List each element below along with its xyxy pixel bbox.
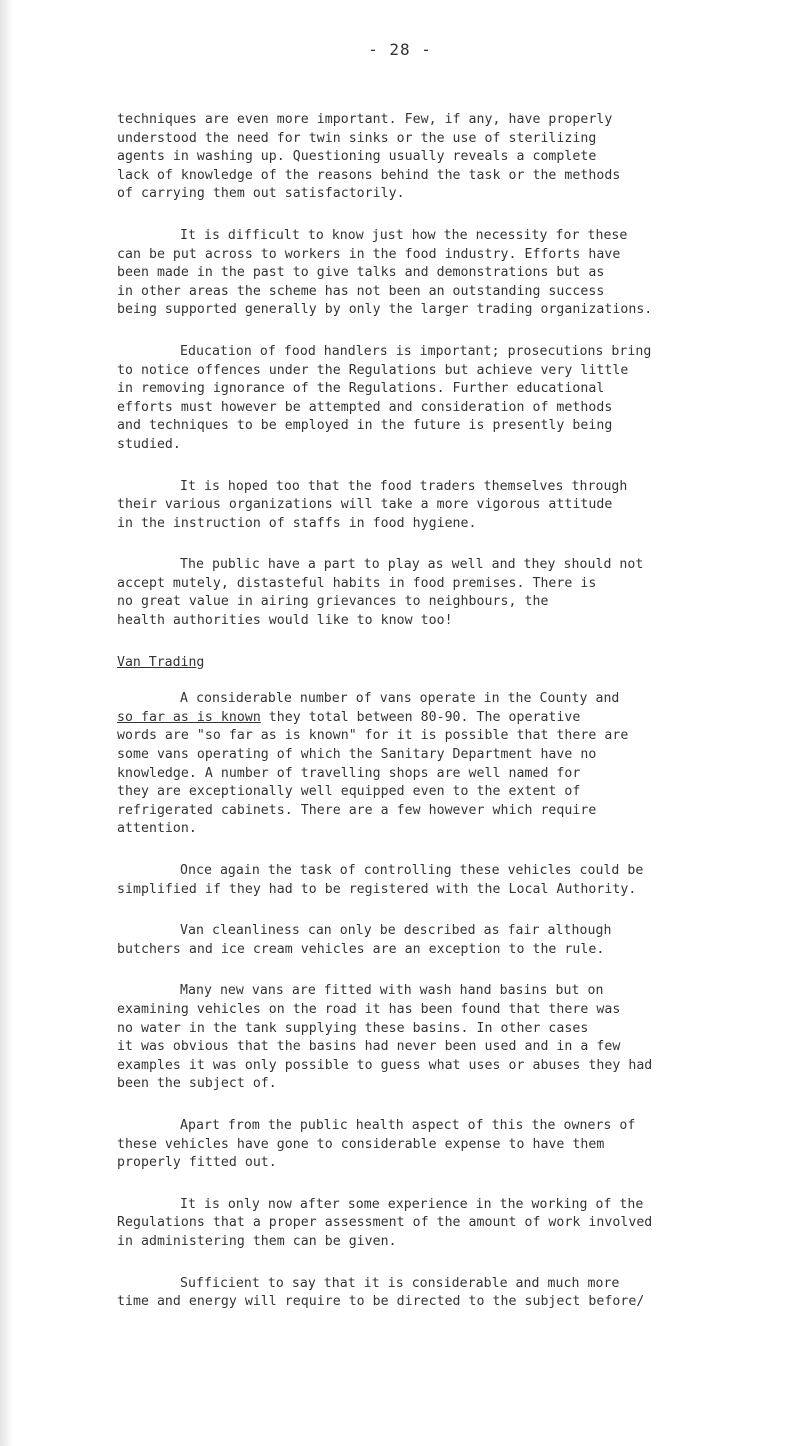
text-line: Many new vans are fitted with wash hand basins but on — [180, 983, 604, 999]
text-line: they are exceptionally well equipped even to the extent of — [117, 784, 581, 800]
text-line: it was obvious that the basins had never been used and in a few — [117, 1039, 621, 1055]
paragraph-wash-basins — [117, 982, 757, 1094]
text-line: techniques are even more important. Few, if any, have properly — [117, 112, 613, 127]
text-line: these vehicles have gone to considerable expense to have them — [117, 1136, 605, 1152]
text-line: in removing ignorance of the Regulations. Further educational — [117, 381, 605, 397]
section-heading-van-trading: Van Trading — [117, 654, 205, 670]
text-line: words are "so far as is known" for it is possible that there are — [117, 728, 629, 744]
text-line: accept mutely, distasteful habits in food premises. There is — [117, 575, 597, 591]
text-line: studied. — [117, 436, 181, 452]
text-line: Van cleanliness can only be described as fair although — [180, 923, 612, 939]
text-line: Regulations that a proper assessment of the amount of work involved — [117, 1215, 653, 1231]
text-line: It is difficult to know just how the necessity for these — [180, 227, 628, 243]
text-line: Sufficient to say that it is considerable and much more — [180, 1275, 620, 1291]
text-line: been made in the past to give talks and demonstrations but as — [117, 265, 605, 281]
paragraph-traders — [117, 478, 757, 534]
text-line: Once again the task of controlling these vehicles could be — [180, 863, 644, 878]
paragraph-registration — [117, 862, 757, 899]
text-line: in administering them can be given. — [117, 1233, 397, 1249]
text-line: health authorities would like to know too! — [117, 613, 453, 629]
underlined-phrase: so far as is known — [117, 709, 261, 725]
text-line: butchers and ice cream vehicles are an exception to the rule. — [117, 941, 605, 957]
text-line: The public have a part to play as well and they should not — [180, 557, 644, 573]
text-fragment: they total between 80-90. The operative — [260, 709, 581, 725]
paragraph-assessment — [117, 1196, 757, 1252]
paragraph-public — [117, 556, 757, 630]
text-line: can be put across to workers in the food industry. Efforts have — [117, 246, 621, 262]
text-line: Education of food handlers is important; prosecutions bring — [180, 343, 652, 359]
text-line: attention. — [117, 821, 197, 837]
text-line: knowledge. A number of travelling shops are well named for — [117, 765, 581, 781]
text-line: in other areas the scheme has not been an outstanding success — [117, 283, 605, 299]
text-line: no great value in airing grievances to neighbours, the — [117, 594, 549, 610]
paragraph-van-count — [117, 690, 757, 839]
text-line: efforts must however be attempted and consideration of methods — [117, 399, 613, 415]
text-line: time and energy will require to be directed to the subject before/ — [117, 1294, 645, 1310]
text-line: their various organizations will take a more vigorous attitude — [117, 497, 613, 513]
text-line: properly fitted out. — [117, 1155, 277, 1171]
text-line: understood the need for twin sinks or the use of sterilizing — [117, 130, 597, 146]
text-line: lack of knowledge of the reasons behind the task or the methods — [117, 167, 621, 183]
text-line: being supported generally by only the larger trading organizations. — [117, 302, 653, 318]
text-line: It is only now after some experience in the working of the — [180, 1196, 644, 1212]
page-number: - 28 - — [368, 40, 432, 59]
text-line: some vans operating of which the Sanitary Department have no — [117, 747, 597, 763]
text-line: agents in washing up. Questioning usually reveals a complete — [117, 149, 597, 165]
text-line: no water in the tank supplying these basins. In other cases — [117, 1020, 589, 1036]
paragraph-education — [117, 343, 757, 455]
text-line: and techniques to be employed in the future is presently being — [117, 418, 613, 434]
text-line: examining vehicles on the road it has been found that there was — [117, 1001, 621, 1017]
paragraph-cleanliness — [117, 922, 757, 959]
paragraph-owners — [117, 1117, 757, 1173]
paragraph-techniques — [117, 111, 757, 204]
paragraph-conclusion — [117, 1275, 757, 1312]
text-line: to notice offences under the Regulations but achieve very little — [117, 362, 629, 378]
text-line: been the subject of. — [117, 1076, 277, 1092]
text-line: simplified if they had to be registered with the Local Authority. — [117, 881, 637, 897]
text-line: of carrying them out satisfactorily. — [117, 186, 405, 202]
page-edge-shadow — [0, 0, 14, 1446]
text-line: Apart from the public health aspect of this the owners of — [180, 1117, 636, 1133]
paragraph-workers — [117, 227, 757, 320]
text-line: examples it was only possible to guess what uses or abuses they had — [117, 1057, 653, 1073]
document-body — [117, 111, 757, 1335]
text-line: in the instruction of staffs in food hygiene. — [117, 515, 477, 531]
text-line: A considerable number of vans operate in the County and — [180, 691, 620, 707]
text-line: refrigerated cabinets. There are a few however which require — [117, 802, 597, 818]
text-line: It is hoped too that the food traders themselves through — [180, 478, 628, 494]
text-line — [117, 709, 757, 728]
